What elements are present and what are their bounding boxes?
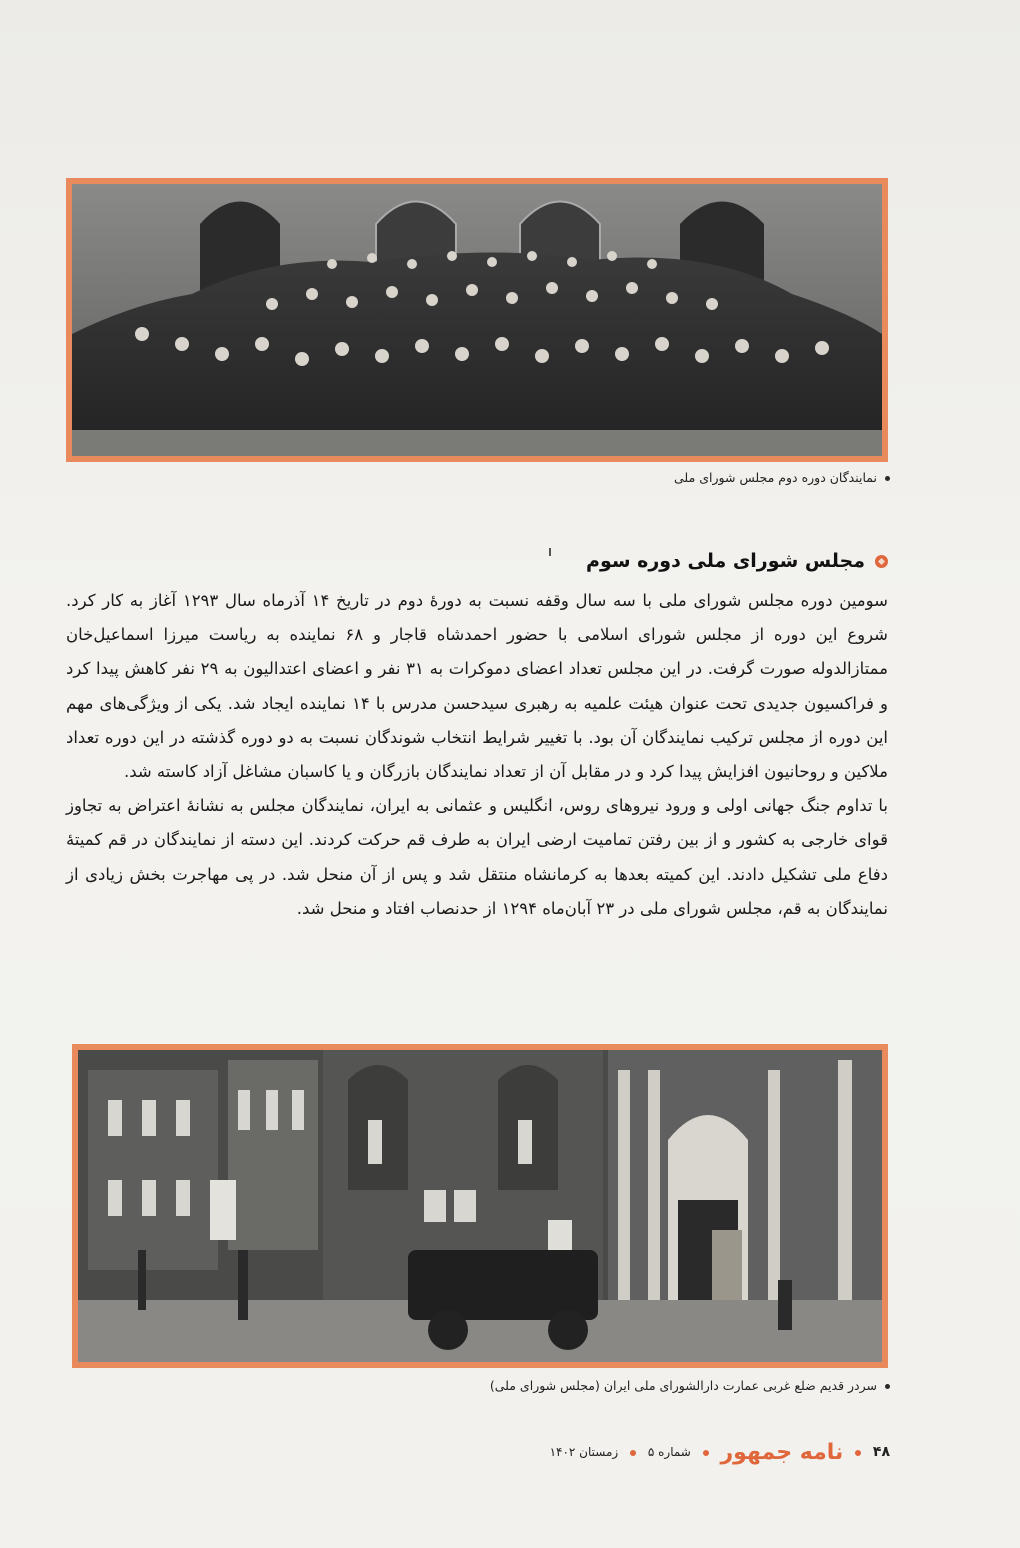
issue-number: شماره ۵: [647, 1445, 691, 1459]
diamond-bullet-icon: [875, 555, 888, 568]
section-heading-text: مجلس شورای ملی دوره سوم: [586, 550, 865, 572]
page-number: ۴۸: [872, 1444, 890, 1460]
group-photo-illustration: [72, 184, 882, 456]
paragraph-2: با تداوم جنگ جهانی اولی و ورود نیروهای روس، انگلیس و عثمانی به ایران، نمایندگان مجلس به نشانهٔ اعتراض به تجاوز قوای خارجی به کشور و از بین رفتن تمامیت ارضی ایران به طرف قم حرکت کردند. این دسته از نمایندگان در قم کمیتهٔ دفاع ملی تشکیل دادند. این کمیته بعدها به کرمانشاه منتقل شد و پس از آن منحل شد. در پی مهاجرت بخش زیادی از نمایندگان به قم، مجلس شورای ملی در ۲۳ آبان‌ماه ۱۲۹۴ از حدنصاب افتاد و منحل شد.: [66, 796, 888, 918]
caption-top: [674, 470, 890, 485]
caption-top-text: نمایندگان دوره دوم مجلس شورای ملی: [674, 470, 877, 485]
footer-dot-icon: [630, 1450, 636, 1456]
photo-representatives: [66, 178, 888, 462]
magazine-logo: نامه جمهور: [720, 1440, 844, 1465]
footer-dot-icon: [855, 1450, 861, 1456]
page-footer: [550, 1440, 890, 1465]
caption-bottom: [490, 1378, 890, 1393]
issue-season: زمستان ۱۴۰۲: [549, 1445, 619, 1459]
caption-bullet-icon: [885, 476, 890, 481]
footer-dot-icon: [703, 1450, 709, 1456]
paragraph-1: سومین دوره مجلس شورای ملی با سه سال وقفه نسبت به دورهٔ دوم در تاریخ ۱۴ آذرماه سال ۱۲۹۳ آغاز به کار کرد. شروع این دوره از مجلس شورای اسلامی با حضور احمدشاه قاجار و ۶۸ نماینده به ریاست میرزا اسماعیل‌خان ممتازالدوله صورت گرفت. در این مجلس تعداد اعضای دموکرات به ۳۱ نفر و اعضای اعتدالیون به ۲۹ نفر کاهش پیدا کرد و فراکسیون جدیدی تحت عنوان هیئت علمیه به رهبری سیدحسن مدرس با ۱۴ نماینده ایجاد شد. یکی از ویژگی‌های مهم این دوره از مجلس ترکیب نمایندگان آن بود. با تغییر شرایط انتخاب شوندگان نسبت به دو دوره گذشته در این دوره تعداد ملاکین و روحانیون افزایش پیدا کرد و در مقابل آن از تعداد نمایندگان بازرگان و یا کاسبان مشاغل آزاد کاسته شد.: [66, 591, 888, 782]
photo-building: [72, 1044, 888, 1368]
building-photo-illustration: [78, 1050, 882, 1362]
divider-mark: [549, 548, 551, 556]
section-heading: [586, 550, 888, 572]
article-body: [66, 584, 888, 926]
caption-bullet-icon: [885, 1384, 890, 1389]
caption-bottom-text: سردر قدیم ضلع غربی عمارت دارالشورای ملی ایران (مجلس شورای ملی): [489, 1378, 877, 1393]
